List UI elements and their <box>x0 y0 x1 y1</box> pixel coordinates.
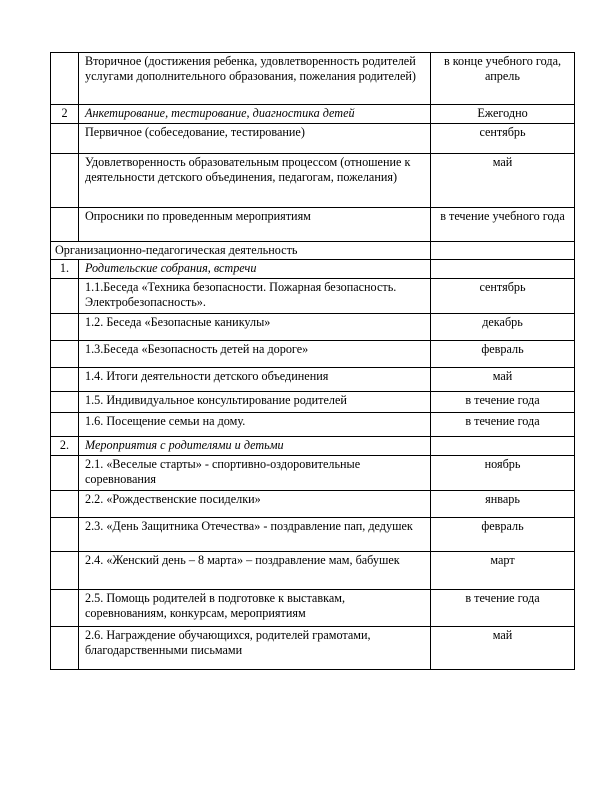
table-row <box>51 491 575 518</box>
activity-cell: Удовлетворенность образовательным процессом (отношение к деятельности детского объединения, педагогам, пожелания) <box>79 154 431 208</box>
date-cell: в течение года <box>431 590 575 627</box>
row-number <box>51 627 79 670</box>
activity-cell: 1.4. Итоги деятельности детского объединения <box>79 368 431 392</box>
row-number <box>51 154 79 208</box>
date-cell <box>431 437 575 456</box>
activity-heading: Мероприятия с родителями и детьми <box>79 437 431 456</box>
row-number <box>51 279 79 314</box>
activity-cell: 1.3.Беседа «Безопасность детей на дороге» <box>79 341 431 368</box>
date-cell: в конце учебного года, апрель <box>431 53 575 105</box>
table-row <box>51 392 575 413</box>
empty-cell <box>431 242 575 260</box>
date-cell: январь <box>431 491 575 518</box>
activity-cell: 1.6. Посещение семьи на дому. <box>79 413 431 437</box>
table-row <box>51 314 575 341</box>
activity-cell: 2.1. «Веселые старты» - спортивно-оздоровительные соревнования <box>79 456 431 491</box>
date-cell: май <box>431 627 575 670</box>
row-number <box>51 341 79 368</box>
section-title: Организационно-педагогическая деятельность <box>51 242 431 260</box>
table-row <box>51 627 575 670</box>
table-row <box>51 590 575 627</box>
table-row <box>51 208 575 242</box>
date-cell: Ежегодно <box>431 105 575 124</box>
date-cell: сентябрь <box>431 279 575 314</box>
row-number <box>51 456 79 491</box>
activity-cell: 1.2. Беседа «Безопасные каникулы» <box>79 314 431 341</box>
row-number <box>51 413 79 437</box>
table-row <box>51 279 575 314</box>
table-row <box>51 552 575 590</box>
row-number <box>51 368 79 392</box>
date-cell: в течение учебного года <box>431 208 575 242</box>
activity-heading: Родительские собрания, встречи <box>79 260 431 279</box>
row-number <box>51 314 79 341</box>
activity-cell: Вторичное (достижения ребенка, удовлетворенность родителей услугами дополнительного образования, пожелания родителей) <box>79 53 431 105</box>
activity-cell: Первичное (собеседование, тестирование) <box>79 124 431 154</box>
activity-cell: 2.6. Награждение обучающихся, родителей грамотами, благодарственными письмами <box>79 627 431 670</box>
date-cell: в течение года <box>431 392 575 413</box>
date-cell: сентябрь <box>431 124 575 154</box>
date-cell: в течение года <box>431 413 575 437</box>
table-row <box>51 341 575 368</box>
table-row <box>51 518 575 552</box>
row-number: 1. <box>51 260 79 279</box>
table-row <box>51 437 575 456</box>
date-cell: май <box>431 368 575 392</box>
activity-cell: Опросники по проведенным мероприятиям <box>79 208 431 242</box>
row-number <box>51 552 79 590</box>
row-number <box>51 124 79 154</box>
row-number: 2. <box>51 437 79 456</box>
row-number: 2 <box>51 105 79 124</box>
table-row <box>51 105 575 124</box>
row-number <box>51 53 79 105</box>
date-cell: февраль <box>431 341 575 368</box>
row-number <box>51 518 79 552</box>
table-row <box>51 154 575 208</box>
activity-cell: 2.3. «День Защитника Отечества» - поздравление пап, дедушек <box>79 518 431 552</box>
activity-cell: 2.2. «Рождественские посиделки» <box>79 491 431 518</box>
date-cell: декабрь <box>431 314 575 341</box>
section-row <box>51 242 575 260</box>
date-cell: ноябрь <box>431 456 575 491</box>
date-cell: май <box>431 154 575 208</box>
activity-cell: 2.5. Помощь родителей в подготовке к выставкам, соревнованиям, конкурсам, мероприятиям <box>79 590 431 627</box>
activity-cell: 1.5. Индивидуальное консультирование родителей <box>79 392 431 413</box>
date-cell: февраль <box>431 518 575 552</box>
date-cell: март <box>431 552 575 590</box>
row-number <box>51 491 79 518</box>
plan-table <box>50 52 575 670</box>
date-cell <box>431 260 575 279</box>
table-row <box>51 413 575 437</box>
table-row <box>51 53 575 105</box>
table-row <box>51 456 575 491</box>
table-row <box>51 368 575 392</box>
row-number <box>51 208 79 242</box>
table-row <box>51 260 575 279</box>
row-number <box>51 392 79 413</box>
activity-cell: 1.1.Беседа «Техника безопасности. Пожарная безопасность. Электробезопасность». <box>79 279 431 314</box>
table-row <box>51 124 575 154</box>
activity-heading: Анкетирование, тестирование, диагностика детей <box>79 105 431 124</box>
row-number <box>51 590 79 627</box>
activity-cell: 2.4. «Женский день – 8 марта» – поздравление мам, бабушек <box>79 552 431 590</box>
